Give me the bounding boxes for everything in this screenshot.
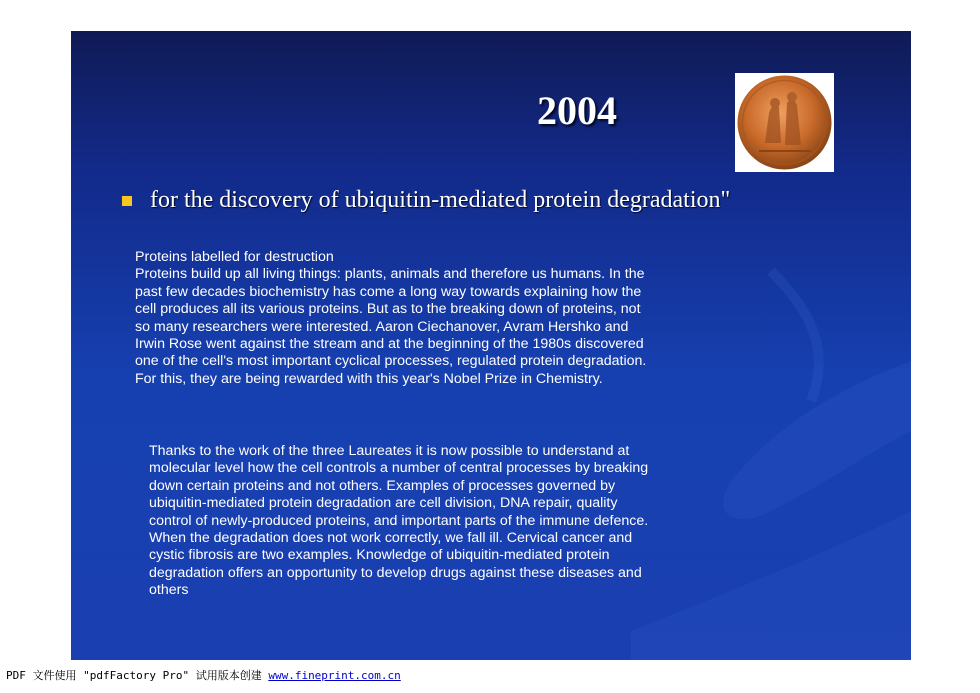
paragraph-line: others <box>149 582 189 599</box>
paragraph-line: cystic fibrosis are two examples. Knowledge of ubiquitin-mediated protein <box>149 547 610 564</box>
paragraph-line: past few decades biochemistry has come a long way towards explaining how the <box>135 283 642 300</box>
bullet-text: for the discovery of ubiquitin-mediated protein degradation" <box>150 187 731 213</box>
paragraph-line: control of newly-produced proteins, and important parts of the immune defence. <box>149 512 649 529</box>
footer-link[interactable]: www.fineprint.com.cn <box>268 669 401 682</box>
paragraph-line: cell produces all its various proteins. But as to the breaking down of proteins, not <box>135 301 641 318</box>
paragraph-line: When the degradation does not work correctly, we fall ill. Cervical cancer and <box>149 530 633 547</box>
paragraph-line: one of the cell's most important cyclical processes, regulated protein degradation. <box>135 353 647 370</box>
paragraph-line: degradation offers an opportunity to develop drugs against these diseases and <box>149 564 642 581</box>
paragraph-line: down certain proteins and not others. Examples of processes governed by <box>149 477 616 494</box>
paragraph-line: Proteins labelled for destruction <box>135 249 334 265</box>
slide <box>71 31 911 660</box>
paragraph-line: so many researchers were interested. Aaron Ciechanover, Avram Hershko and <box>135 318 629 335</box>
footer-text: PDF 文件使用 "pdfFactory Pro" 试用版本创建 <box>6 669 269 682</box>
nobel-medal-icon <box>735 73 834 172</box>
paragraph-line: Thanks to the work of the three Laureates it is now possible to understand at <box>149 443 630 459</box>
bullet-marker <box>122 196 132 206</box>
paragraph-line: Proteins build up all living things: plants, animals and therefore us humans. In the <box>135 266 645 283</box>
pdf-footer <box>6 667 401 683</box>
bullet-item <box>122 187 730 214</box>
paragraph-line: For this, they are being rewarded with this year's Nobel Prize in Chemistry. <box>135 370 603 387</box>
paragraph-line: molecular level how the cell controls a number of central processes by breaking <box>149 460 649 477</box>
paragraph-2 <box>149 443 749 600</box>
paragraph-line: ubiquitin-mediated protein degradation are cell division, DNA repair, quality <box>149 495 618 512</box>
paragraph-1 <box>135 249 735 388</box>
slide-title: 2004 <box>537 88 617 133</box>
paragraph-line: Irwin Rose went against the stream and at the beginning of the 1980s discovered <box>135 336 644 353</box>
